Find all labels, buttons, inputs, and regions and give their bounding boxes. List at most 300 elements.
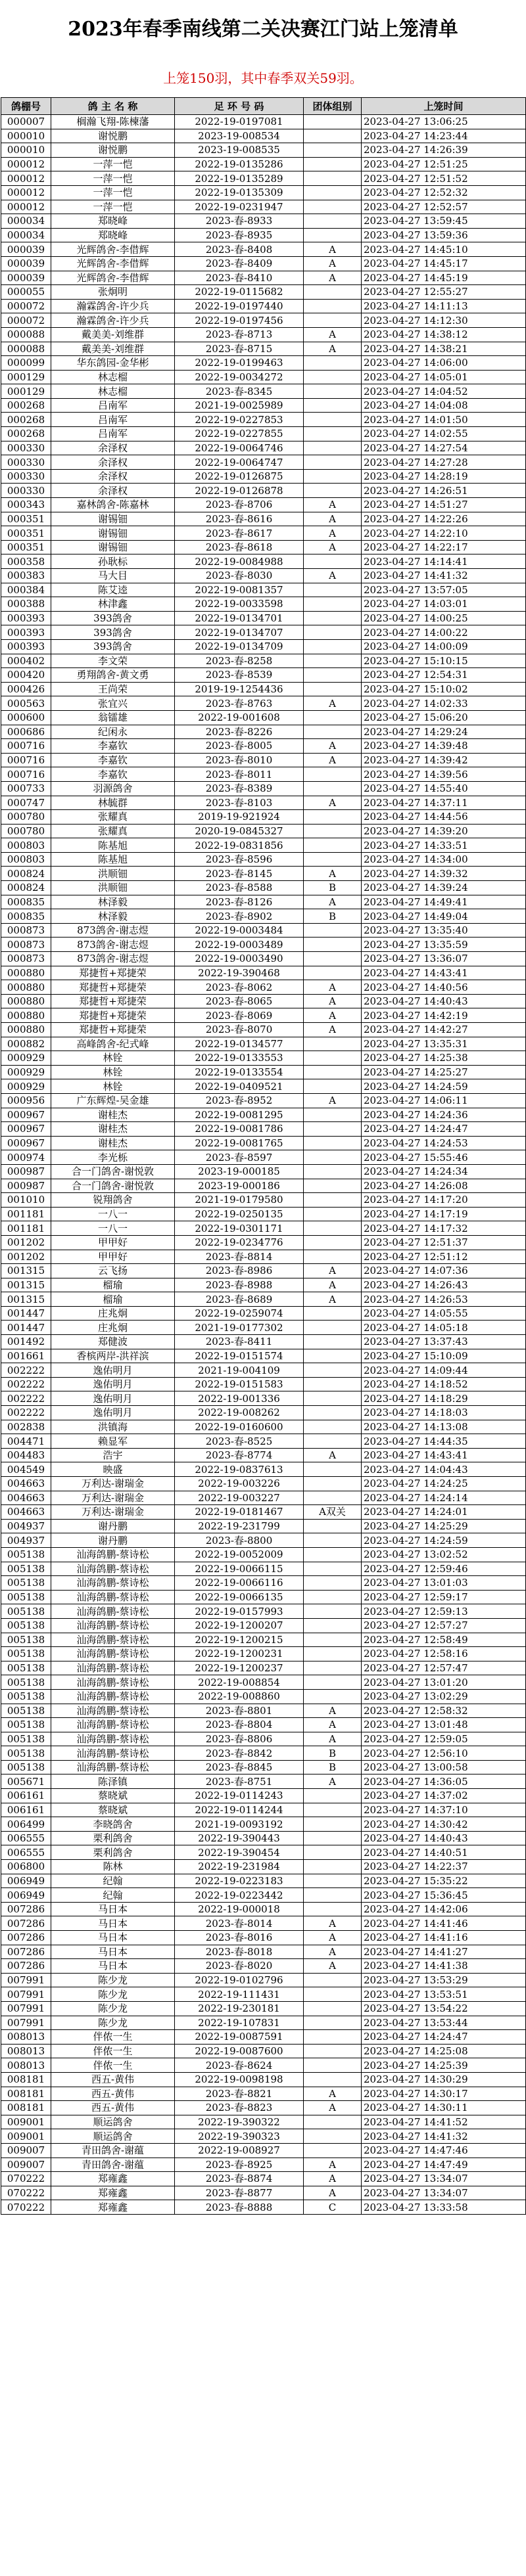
cell-cage-time: 2023-04-27 14:01:50 [362,413,526,427]
cell-owner-name: 林铨 [51,1051,175,1066]
cell-team-group: A [304,569,362,583]
table-row [1,1363,526,1378]
cell-team-group: A [304,739,362,754]
table-row [1,1434,526,1449]
cell-owner-name: 西五-黄伟 [51,2072,175,2087]
cell-cage-time: 2023-04-27 14:05:18 [362,1321,526,1335]
cell-ring-no: 2022-19-003227 [175,1491,304,1505]
cell-team-group: B [304,909,362,924]
cell-owner-name: 谢锡钿 [51,540,175,554]
cell-team-group [304,1590,362,1604]
cell-team-group [304,1689,362,1704]
table-row [1,427,526,441]
cell-loft-no: 000716 [1,767,51,782]
cell-loft-no: 000987 [1,1164,51,1179]
cell-ring-no: 2022-19-0126875 [175,469,304,484]
cell-ring-no: 2023-春-8617 [175,526,304,541]
cell-cage-time: 2023-04-27 14:38:12 [362,327,526,342]
cell-cage-time: 2023-04-27 13:54:22 [362,2001,526,2016]
cell-ring-no: 2022-19-0135289 [175,171,304,186]
cell-owner-name: 光辉鸽舍-李借辉 [51,271,175,285]
cell-owner-name: 马大目 [51,569,175,583]
cell-ring-no: 2022-19-0081357 [175,583,304,597]
table-row [1,1477,526,1491]
cell-loft-no: 000835 [1,909,51,924]
cell-loft-no: 008013 [1,2044,51,2058]
cell-team-group: A [304,256,362,271]
cell-ring-no: 2023-春-8935 [175,228,304,242]
cell-owner-name: 林铨 [51,1065,175,1079]
cell-owner-name: 榈瀚飞翔-陈楝藩 [51,115,175,129]
table-row [1,980,526,995]
summary-note: 上笼150羽，其中春季双关59羽。 [163,70,363,86]
cell-cage-time: 2023-04-27 13:53:29 [362,1973,526,1987]
cell-loft-no: 005138 [1,1661,51,1675]
cell-team-group [304,1037,362,1051]
cell-cage-time: 2023-04-27 14:07:36 [362,1264,526,1278]
cell-team-group [304,214,362,229]
cell-loft-no: 005138 [1,1562,51,1576]
table-row [1,1618,526,1633]
cell-owner-name: 孙耿标 [51,554,175,569]
cell-owner-name: 甲甲好 [51,1250,175,1264]
cell-cage-time: 2023-04-27 15:36:45 [362,1888,526,1903]
cell-cage-time: 2023-04-27 13:37:43 [362,1335,526,1349]
table-row [1,1860,526,1874]
cell-owner-name: 戴美美-刘维群 [51,342,175,356]
cell-team-group [304,639,362,654]
cell-owner-name: 陈少龙 [51,2001,175,2016]
table-row [1,1164,526,1179]
cell-ring-no: 2022-19-003226 [175,1477,304,1491]
cell-ring-no: 2023-春-8689 [175,1292,304,1307]
table-row [1,2101,526,2115]
cell-owner-name: 郑晓峰 [51,214,175,229]
cell-owner-name: 余泽权 [51,441,175,455]
cell-owner-name: 郑捷哲+郑捷荣 [51,1008,175,1023]
cell-team-group [304,356,362,371]
cell-cage-time: 2023-04-27 14:45:10 [362,242,526,257]
cell-owner-name: 光辉鸽舍-李借辉 [51,256,175,271]
cell-owner-name: 余泽权 [51,455,175,470]
cell-owner-name: 李光栎 [51,1150,175,1165]
cell-ring-no: 2022-19-390443 [175,1831,304,1845]
cell-ring-no: 2023-春-8842 [175,1746,304,1761]
table-row [1,1945,526,1959]
cell-owner-name: 谢锡钿 [51,526,175,541]
cell-loft-no: 006555 [1,1845,51,1860]
cell-loft-no: 001315 [1,1278,51,1292]
cell-loft-no: 000824 [1,881,51,895]
cell-team-group [304,1321,362,1335]
cell-cage-time: 2023-04-27 12:56:10 [362,1746,526,1761]
cell-cage-time: 2023-04-27 14:42:06 [362,1902,526,1916]
cell-loft-no: 006555 [1,1831,51,1845]
cell-loft-no: 000420 [1,668,51,683]
cell-ring-no: 2021-19-0093192 [175,1817,304,1832]
table-row [1,455,526,470]
cell-loft-no: 002222 [1,1363,51,1378]
table-row [1,1959,526,1974]
cell-ring-no: 2023-春-8713 [175,327,304,342]
table-row [1,1831,526,1845]
cell-team-group [304,455,362,470]
cell-loft-no: 007991 [1,2001,51,2016]
table-row [1,781,526,796]
cell-loft-no: 000880 [1,1023,51,1037]
cell-owner-name: 陈少龙 [51,2016,175,2030]
cell-team-group: A [304,327,362,342]
cell-loft-no: 007991 [1,1973,51,1987]
cell-cage-time: 2023-04-27 12:52:57 [362,200,526,214]
table-row [1,1987,526,2002]
cell-team-group [304,1349,362,1363]
cell-owner-name: 吕南军 [51,427,175,441]
cell-ring-no: 2022-19-0066116 [175,1576,304,1591]
cell-loft-no: 004483 [1,1448,51,1462]
cell-owner-name: 873鸽舍-谢志煜 [51,938,175,952]
header-owner-name: 鸽 主 名 称 [51,98,175,115]
cell-cage-time: 2023-04-27 13:02:29 [362,1689,526,1704]
cell-cage-time: 2023-04-27 14:26:08 [362,1179,526,1193]
cell-team-group [304,1562,362,1576]
cell-cage-time: 2023-04-27 14:47:49 [362,2158,526,2172]
cell-owner-name: 纪翰 [51,1888,175,1903]
table-row [1,271,526,285]
cell-owner-name: 栗利鸽舍 [51,1845,175,1860]
cell-loft-no: 002838 [1,1420,51,1434]
table-row [1,1235,526,1250]
cell-owner-name: 谢悦鹏 [51,143,175,158]
cell-owner-name: 汕海鸽鹏-蔡诗松 [51,1675,175,1690]
cell-team-group [304,1434,362,1449]
cell-team-group [304,1477,362,1491]
cell-ring-no: 2022-19-0151574 [175,1349,304,1363]
cell-ring-no: 2019-19-1254436 [175,682,304,696]
cell-cage-time: 2023-04-27 14:26:43 [362,1278,526,1292]
cell-cage-time: 2023-04-27 14:27:28 [362,455,526,470]
cell-team-group [304,469,362,484]
cell-cage-time: 2023-04-27 14:22:37 [362,1860,526,1874]
cell-cage-time: 2023-04-27 14:04:52 [362,384,526,399]
table-row [1,1391,526,1406]
cell-ring-no: 2023-春-8062 [175,980,304,995]
table-row [1,1916,526,1931]
cell-owner-name: 蔡晓斌 [51,1789,175,1803]
cell-owner-name: 万利达-谢瑞金 [51,1477,175,1491]
cell-team-group [304,413,362,427]
cell-cage-time: 2023-04-27 14:49:41 [362,895,526,909]
table-row [1,1448,526,1462]
cell-owner-name: 郑捷哲+郑捷荣 [51,994,175,1008]
cell-team-group: A [304,1278,362,1292]
cell-loft-no: 002222 [1,1391,51,1406]
cell-owner-name: 逸佑明月 [51,1406,175,1420]
cell-ring-no: 2022-19-0003484 [175,923,304,938]
cell-cage-time: 2023-04-27 13:34:07 [362,2186,526,2200]
table-row [1,1023,526,1037]
cell-owner-name: 林铨 [51,1079,175,1094]
table-row [1,1264,526,1278]
table-row [1,498,526,512]
cell-cage-time: 2023-04-27 14:26:51 [362,484,526,498]
cell-team-group [304,1193,362,1208]
cell-owner-name: 马日本 [51,1945,175,1959]
cell-owner-name: 栗利鸽舍 [51,1831,175,1845]
cell-owner-name: 873鸽舍-谢志煜 [51,923,175,938]
table-row [1,1377,526,1391]
cell-ring-no: 2023-春-8145 [175,867,304,881]
cell-owner-name: 陈艾逵 [51,583,175,597]
table-row [1,2087,526,2101]
table-row [1,398,526,413]
cell-loft-no: 000072 [1,299,51,313]
cell-ring-no: 2022-19-0301171 [175,1221,304,1236]
cell-ring-no: 2023-春-8925 [175,2158,304,2172]
cell-loft-no: 000967 [1,1136,51,1150]
cell-owner-name: 光辉鸽舍-李借辉 [51,242,175,257]
table-row [1,1746,526,1761]
cell-owner-name: 马日本 [51,1916,175,1931]
table-row [1,1108,526,1122]
cell-loft-no: 005138 [1,1604,51,1619]
cell-cage-time: 2023-04-27 14:42:19 [362,1008,526,1023]
cell-loft-no: 005138 [1,1633,51,1647]
cell-loft-no: 000882 [1,1037,51,1051]
cell-cage-time: 2023-04-27 14:30:29 [362,2072,526,2087]
cell-team-group [304,200,362,214]
cell-cage-time: 2023-04-27 14:00:25 [362,611,526,625]
cell-ring-no: 2022-19-0066115 [175,1562,304,1576]
cell-ring-no: 2022-19-0135286 [175,157,304,171]
cage-list-table [1,97,526,2215]
table-row [1,1462,526,1477]
cell-owner-name: 万利达-谢瑞金 [51,1491,175,1505]
cell-team-group [304,1647,362,1661]
cell-owner-name: 林志榴 [51,370,175,384]
cell-ring-no: 2022-19-0160600 [175,1420,304,1434]
cell-ring-no: 2022-19-1200237 [175,1661,304,1675]
cell-cage-time: 2023-04-27 13:59:36 [362,228,526,242]
cell-ring-no: 2022-19-390322 [175,2115,304,2129]
cell-team-group: A [304,1264,362,1278]
table-row [1,1207,526,1221]
cell-loft-no: 000967 [1,1108,51,1122]
cell-team-group [304,1831,362,1845]
cell-loft-no: 005138 [1,1732,51,1746]
table-row [1,356,526,371]
table-row [1,1193,526,1208]
cell-loft-no: 000388 [1,597,51,612]
table-row [1,1292,526,1307]
cell-owner-name: 郑捷哲+郑捷荣 [51,966,175,980]
cell-team-group: A [304,2158,362,2172]
cell-cage-time: 2023-04-27 14:47:46 [362,2143,526,2158]
cell-cage-time: 2023-04-27 14:36:05 [362,1774,526,1789]
cell-team-group [304,2072,362,2087]
cell-ring-no: 2022-19-0259074 [175,1306,304,1321]
cell-ring-no: 2022-19-0409521 [175,1079,304,1094]
cell-owner-name: 马日本 [51,1902,175,1916]
cell-ring-no: 2023-春-8126 [175,895,304,909]
cell-ring-no: 2023-春-8874 [175,2172,304,2186]
cell-cage-time: 2023-04-27 14:41:16 [362,1931,526,1945]
table-header-row [1,98,526,115]
cell-cage-time: 2023-04-27 12:51:25 [362,157,526,171]
cell-loft-no: 000351 [1,526,51,541]
table-row [1,299,526,313]
cell-cage-time: 2023-04-27 12:54:31 [362,668,526,683]
table-row [1,611,526,625]
table-row [1,1136,526,1150]
table-row [1,710,526,725]
cell-team-group [304,1235,362,1250]
cell-cage-time: 2023-04-27 14:39:42 [362,753,526,767]
table-row [1,413,526,427]
table-row [1,1122,526,1137]
cell-cage-time: 2023-04-27 14:25:38 [362,1051,526,1066]
cell-loft-no: 005138 [1,1618,51,1633]
cell-team-group: A [304,994,362,1008]
cell-team-group [304,370,362,384]
cell-team-group [304,171,362,186]
cell-loft-no: 000343 [1,498,51,512]
cell-team-group [304,2001,362,2016]
table-row [1,810,526,825]
cell-owner-name: 合一门鸽舍-谢悦敦 [51,1179,175,1193]
cell-owner-name: 林毓群 [51,796,175,810]
cell-owner-name: 郑捷哲+郑捷荣 [51,1023,175,1037]
cell-owner-name: 嘉林鸽舍-陈嘉林 [51,498,175,512]
cell-owner-name: 甲甲好 [51,1235,175,1250]
cell-team-group: C [304,2200,362,2215]
cell-cage-time: 2023-04-27 13:02:52 [362,1547,526,1562]
cell-owner-name: 庄兆炯 [51,1321,175,1335]
table-row [1,1150,526,1165]
cell-ring-no: 2023-春-8763 [175,696,304,711]
cell-team-group: A [304,526,362,541]
cell-cage-time: 2023-04-27 14:39:20 [362,824,526,838]
cell-cage-time: 2023-04-27 14:02:33 [362,696,526,711]
cell-cage-time: 2023-04-27 14:12:30 [362,313,526,328]
cell-cage-time: 2023-04-27 12:52:32 [362,185,526,200]
cell-owner-name: 西五-黄伟 [51,2101,175,2115]
cell-owner-name: 青田鸽舍-谢蕴 [51,2158,175,2172]
cell-team-group [304,427,362,441]
cell-owner-name: 谢桂杰 [51,1122,175,1137]
cell-team-group [304,1874,362,1888]
cell-owner-name: 汕海鸽鹏-蔡诗松 [51,1760,175,1774]
cell-ring-no: 2022-19-107831 [175,2016,304,2030]
cell-loft-no: 000929 [1,1079,51,1094]
table-row [1,583,526,597]
cell-ring-no: 2022-19-001336 [175,1391,304,1406]
cell-ring-no: 2022-19-0081295 [175,1108,304,1122]
cell-cage-time: 2023-04-27 14:43:41 [362,966,526,980]
cell-team-group [304,1576,362,1591]
cell-owner-name: 汕海鸽鹏-蔡诗松 [51,1604,175,1619]
cell-loft-no: 007991 [1,1987,51,2002]
cell-team-group [304,810,362,825]
table-row [1,1704,526,1718]
table-row [1,313,526,328]
cell-loft-no: 006161 [1,1803,51,1817]
cell-team-group [304,484,362,498]
cell-cage-time: 2023-04-27 14:17:19 [362,1207,526,1221]
cell-team-group: A双关 [304,1505,362,1520]
cell-owner-name: 庄兆炯 [51,1306,175,1321]
cell-owner-name: 伴侬一生 [51,2044,175,2058]
cell-ring-no: 2022-19-390454 [175,1845,304,1860]
cell-team-group [304,1987,362,2002]
cell-team-group: A [304,1916,362,1931]
cell-ring-no: 2023-春-8070 [175,1023,304,1037]
table-row [1,1732,526,1746]
cell-ring-no: 2023-春-8774 [175,1448,304,1462]
cell-ring-no: 2022-19-0064747 [175,455,304,470]
cell-ring-no: 2022-19-1200215 [175,1633,304,1647]
cell-owner-name: 林泽毅 [51,895,175,909]
cell-loft-no: 000088 [1,327,51,342]
cell-loft-no: 008013 [1,2030,51,2045]
cell-loft-no: 000072 [1,313,51,328]
cell-loft-no: 005138 [1,1547,51,1562]
cell-owner-name: 李晓鸽舍 [51,1817,175,1832]
cell-loft-no: 005138 [1,1647,51,1661]
cell-owner-name: 李嘉钦 [51,739,175,754]
cell-team-group [304,1406,362,1420]
cell-cage-time: 2023-04-27 12:58:49 [362,1633,526,1647]
cell-team-group [304,2044,362,2058]
cell-cage-time: 2023-04-27 12:58:16 [362,1647,526,1661]
cell-ring-no: 2021-19-0179580 [175,1193,304,1208]
table-row [1,1533,526,1548]
cell-ring-no: 2022-19-0003490 [175,952,304,966]
cell-loft-no: 005671 [1,1774,51,1789]
cell-loft-no: 009001 [1,2115,51,2129]
table-row [1,966,526,980]
cell-loft-no: 008013 [1,2058,51,2073]
cell-loft-no: 000426 [1,682,51,696]
cell-loft-no: 000268 [1,398,51,413]
cell-owner-name: 陈林 [51,1860,175,1874]
cell-owner-name: 浩宇 [51,1448,175,1462]
cell-owner-name: 华东鸽园-金华彬 [51,356,175,371]
cell-loft-no: 070222 [1,2172,51,2186]
cell-loft-no: 000563 [1,696,51,711]
cell-team-group [304,1306,362,1321]
cell-ring-no: 2022-19-231984 [175,1860,304,1874]
cell-ring-no: 2022-19-0134701 [175,611,304,625]
cell-team-group: B [304,1760,362,1774]
table-row [1,654,526,668]
table-row [1,1576,526,1591]
table-row [1,569,526,583]
cell-team-group [304,1519,362,1533]
cell-loft-no: 007286 [1,1916,51,1931]
cell-cage-time: 2023-04-27 14:00:09 [362,639,526,654]
table-row [1,2001,526,2016]
table-row [1,1817,526,1832]
cell-team-group: A [304,1959,362,1974]
cell-cage-time: 2023-04-27 14:24:59 [362,1079,526,1094]
cell-cage-time: 2023-04-27 14:30:42 [362,1817,526,1832]
cell-ring-no: 2022-19-0087591 [175,2030,304,2045]
cell-loft-no: 000129 [1,384,51,399]
cell-team-group: B [304,881,362,895]
cell-cage-time: 2023-04-27 13:59:45 [362,214,526,229]
cell-team-group [304,710,362,725]
